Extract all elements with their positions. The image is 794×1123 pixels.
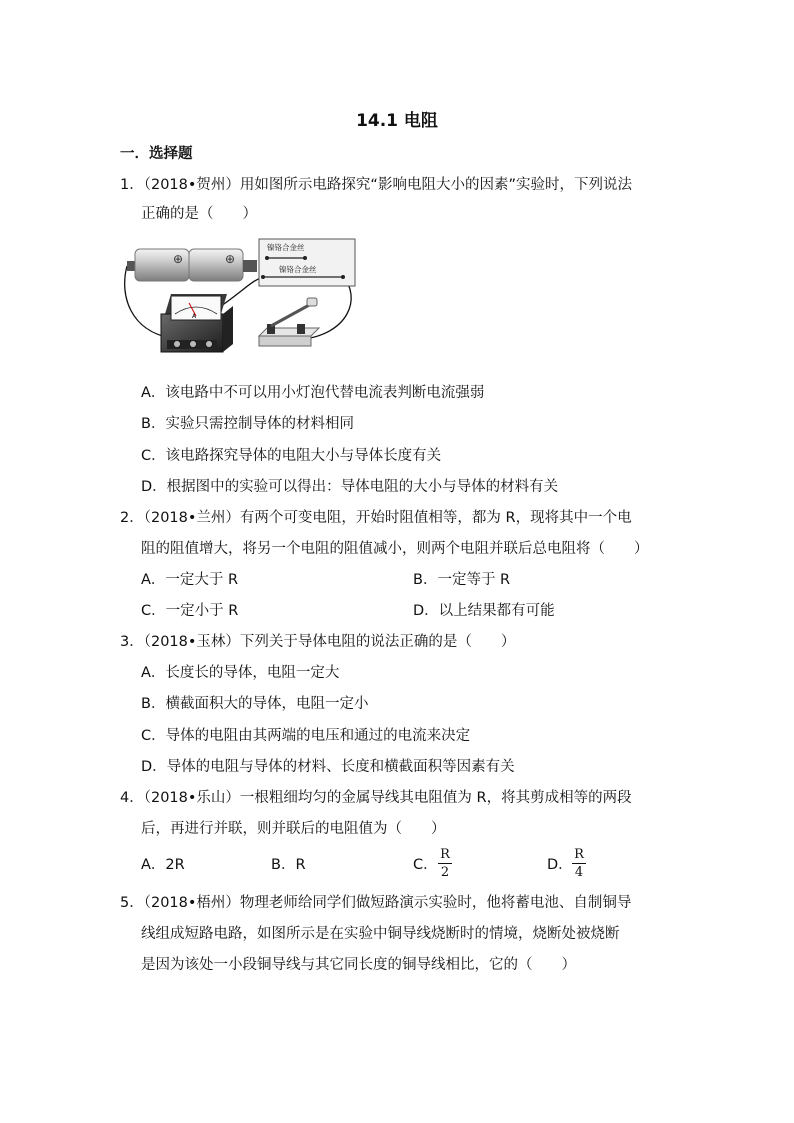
q4-option-b: B．R (271, 857, 306, 873)
q1-stem-line2: 正确的是（ ） (141, 206, 257, 222)
q2-option-b: B．一定等于 R (413, 572, 511, 588)
fraction-numerator: R (438, 848, 452, 864)
q1-option-a: A．该电路中不可以用小灯泡代替电流表判断电流强弱 (141, 385, 485, 401)
battery-pack (127, 249, 257, 281)
q1-circuit-figure (121, 236, 357, 358)
q2-stem-line1: 2．（2018•兰州）有两个可变电阻，开始时阻值相等，都为 R，现将其中一个电 (120, 510, 632, 526)
fraction-numerator: R (572, 848, 586, 864)
q4-option-d-fraction (572, 848, 586, 880)
fraction-denominator: 2 (440, 865, 450, 880)
resistance-wire-board (259, 239, 355, 286)
q5-stem-line2: 线组成短路电路，如图所示是在实验中铜导线烧断时的情境，烧断处被烧断 (141, 926, 620, 942)
q4-option-c-fraction (438, 848, 452, 880)
q3-option-a: A．长度长的导体，电阻一定大 (141, 665, 340, 681)
ammeter (161, 294, 233, 352)
q4-option-d-label: D． (547, 857, 573, 873)
wire-label-2: 镍铬合金丝 (279, 265, 317, 274)
q2-stem-line2: 阻的阻值增大，将另一个电阻的阻值减小，则两个电阻并联后总电阻将（ ） (141, 541, 649, 557)
q1-stem-line1: 1．（2018•贺州）用如图所示电路探究“影响电阻大小的因素”实验时，下列说法 (120, 177, 632, 193)
q3-option-d: D．导体的电阻与导体的材料、长度和横截面积等因素有关 (141, 759, 515, 775)
wire-label-1: 镍铬合金丝 (267, 243, 305, 252)
page-title: 14.1 电阻 (356, 111, 438, 131)
q2-option-a: A．一定大于 R (141, 572, 239, 588)
meter-letter: A (192, 313, 197, 320)
q2-option-d: D．以上结果都有可能 (413, 603, 555, 619)
q4-stem-line2: 后，再进行并联，则并联后的电阻值为（ ） (141, 821, 446, 837)
knife-switch (259, 298, 319, 346)
q4-option-a: A．2R (141, 857, 185, 873)
battery-plus-icon: ⊕ (173, 252, 184, 266)
battery-plus-icon-2: ⊕ (225, 252, 236, 266)
q3-option-b: B．横截面积大的导体，电阻一定小 (141, 696, 369, 712)
q5-stem-line3: 是因为该处一小段铜导线与其它同长度的铜导线相比，它的（ ） (141, 957, 576, 973)
q4-option-c-label: C． (413, 857, 438, 873)
fraction-denominator: 4 (574, 865, 584, 880)
q3-option-c: C．导体的电阻由其两端的电压和通过的电流来决定 (141, 728, 471, 744)
q1-option-c: C．该电路探究导体的电阻大小与导体长度有关 (141, 448, 442, 464)
q1-option-d: D．根据图中的实验可以得出：导体电阻的大小与导体的材料有关 (141, 479, 559, 495)
q3-stem: 3．（2018•玉林）下列关于导体电阻的说法正确的是（ ） (120, 634, 516, 650)
section-heading: 一．选择题 (120, 146, 193, 162)
q5-stem-line1: 5．（2018•梧州）物理老师给同学们做短路演示实验时，他将蓄电池、自制铜导 (120, 895, 632, 911)
q1-option-b: B．实验只需控制导体的材料相同 (141, 416, 354, 432)
q2-option-c: C．一定小于 R (141, 603, 239, 619)
q4-stem-line1: 4．（2018•乐山）一根粗细均匀的金属导线其电阻值为 R，将其剪成相等的两段 (120, 790, 632, 806)
